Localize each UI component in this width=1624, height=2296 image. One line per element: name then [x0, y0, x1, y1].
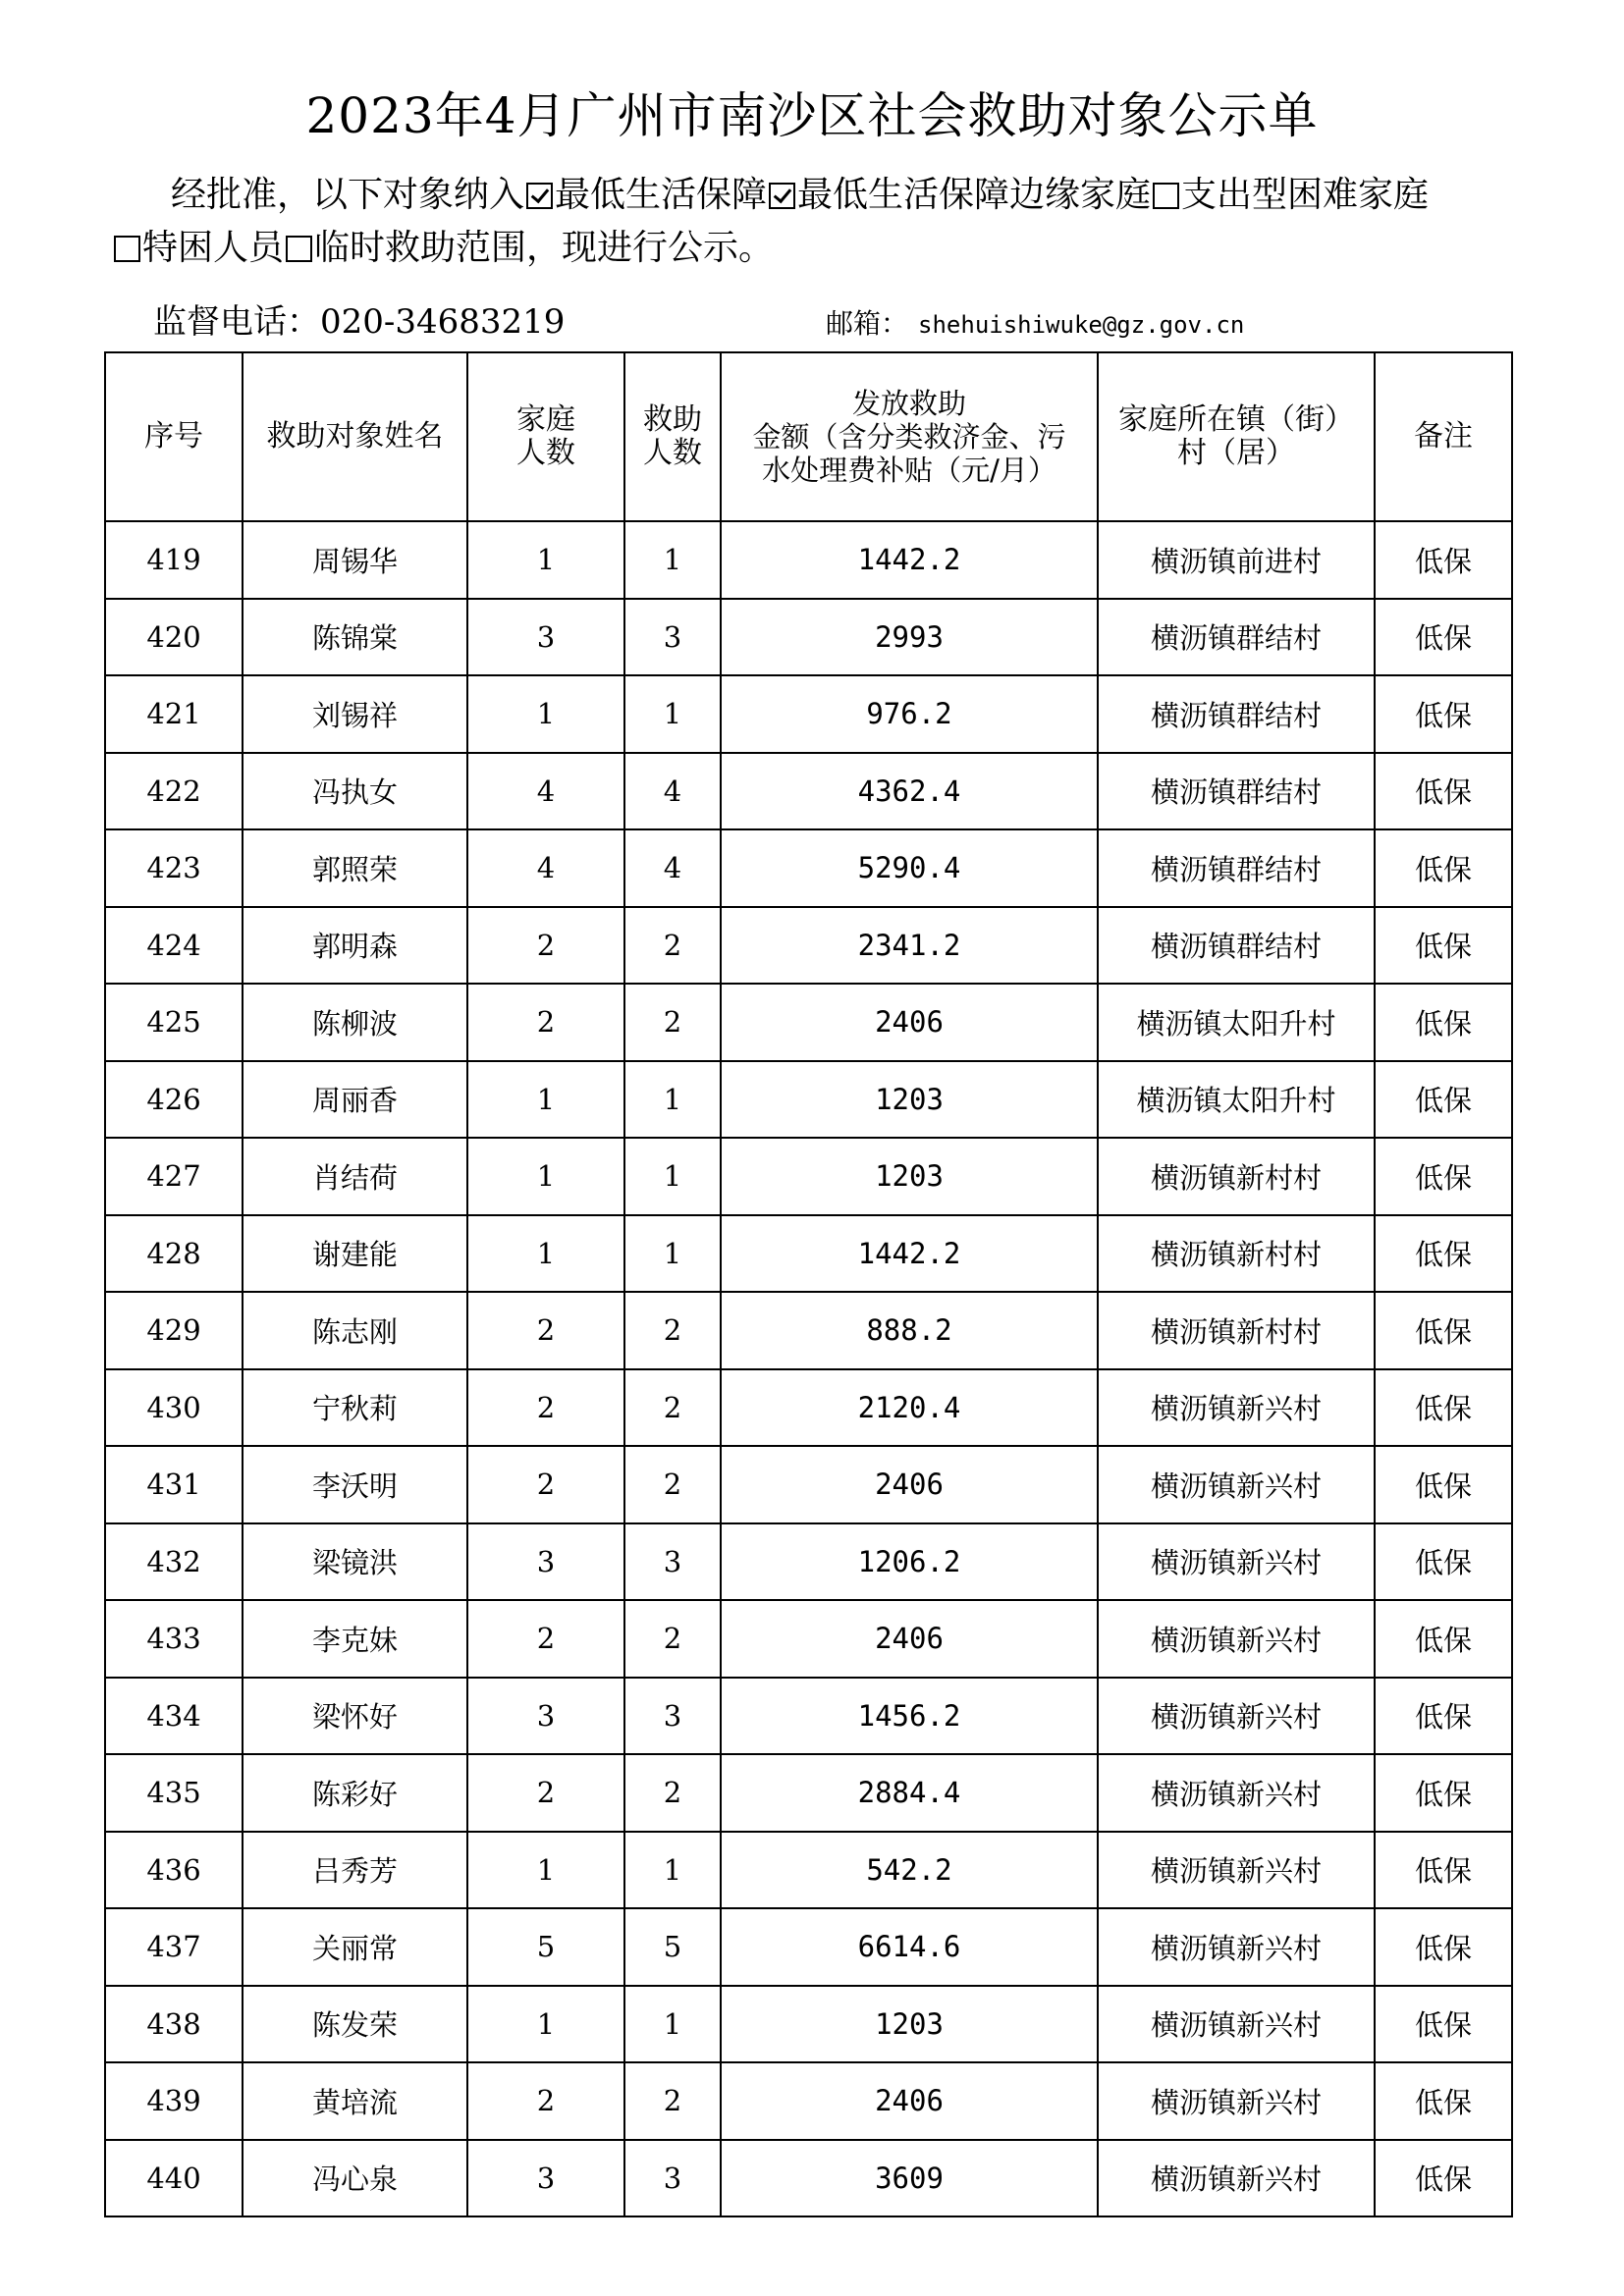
cell-seq: 430 [105, 1369, 243, 1447]
cell-note: 低保 [1375, 675, 1512, 753]
cell-name: 冯心泉 [243, 2140, 467, 2217]
table-row [105, 1369, 1512, 1447]
cell-aid-count: 1 [624, 1138, 721, 1215]
cell-seq: 436 [105, 1832, 243, 1909]
table-row [105, 1138, 1512, 1215]
cell-family-size: 1 [467, 1215, 624, 1293]
cell-family-size: 5 [467, 1908, 624, 1986]
cell-town: 横沥镇新兴村 [1098, 1523, 1375, 1601]
cell-family-size: 1 [467, 521, 624, 599]
header-amount-line-1: 发放救助 [851, 387, 966, 420]
header-amount-line-3: 水处理费补贴（元/月） [762, 454, 1056, 487]
table-row [105, 1754, 1512, 1832]
cell-family-size: 3 [467, 599, 624, 676]
cell-note: 低保 [1375, 1215, 1512, 1293]
cell-note: 低保 [1375, 1678, 1512, 1755]
header-aid-count-line-2: 人数 [643, 436, 702, 470]
cell-note: 低保 [1375, 753, 1512, 830]
cell-note: 低保 [1375, 984, 1512, 1061]
cell-aid-count: 2 [624, 1446, 721, 1523]
table-header-row [105, 352, 1512, 521]
cell-aid-count: 3 [624, 1523, 721, 1601]
cell-aid-count: 2 [624, 1600, 721, 1678]
cell-seq: 420 [105, 599, 243, 676]
header-town-line-2: 村（居） [1177, 436, 1295, 470]
header-family-size-line-2: 人数 [516, 436, 575, 470]
cell-note: 低保 [1375, 1446, 1512, 1523]
contact-line [153, 294, 1528, 344]
table-row [105, 1986, 1512, 2063]
cell-town: 横沥镇群结村 [1098, 675, 1375, 753]
supervision-email [826, 302, 1244, 342]
cell-amount: 1442.2 [721, 1215, 1098, 1293]
cell-name: 郭照荣 [243, 829, 467, 907]
page-title: 2023年4月广州市南沙区社会救助对象公示单 [305, 87, 1319, 144]
cell-note: 低保 [1375, 2140, 1512, 2217]
table-row [105, 2062, 1512, 2140]
option-temporary-aid-label: 临时救助 [314, 228, 457, 268]
cell-family-size: 2 [467, 1600, 624, 1678]
header-aid-count [624, 352, 721, 521]
cell-seq: 433 [105, 1600, 243, 1678]
cell-aid-count: 1 [624, 521, 721, 599]
cell-family-size: 1 [467, 675, 624, 753]
cell-family-size: 2 [467, 1446, 624, 1523]
checkbox-dibao [526, 183, 553, 209]
cell-family-size: 3 [467, 2140, 624, 2217]
cell-name: 陈锦棠 [243, 599, 467, 676]
cell-name: 梁镜洪 [243, 1523, 467, 1601]
cell-family-size: 3 [467, 1523, 624, 1601]
option-dibao-label: 最低生活保障 [555, 175, 768, 215]
header-town [1098, 352, 1375, 521]
cell-note: 低保 [1375, 1292, 1512, 1369]
cell-name: 陈志刚 [243, 1292, 467, 1369]
cell-family-size: 2 [467, 1292, 624, 1369]
cell-name: 谢建能 [243, 1215, 467, 1293]
cell-amount: 542.2 [721, 1832, 1098, 1909]
option-expense-hardship-label: 支出型困难家庭 [1181, 175, 1430, 215]
option-dibao-edge-label: 最低生活保障边缘家庭 [797, 175, 1152, 215]
cell-town: 横沥镇新村村 [1098, 1138, 1375, 1215]
cell-seq: 431 [105, 1446, 243, 1523]
cell-town: 横沥镇新兴村 [1098, 1986, 1375, 2063]
table-row [105, 1523, 1512, 1601]
cell-family-size: 2 [467, 984, 624, 1061]
cell-town: 横沥镇新兴村 [1098, 2062, 1375, 2140]
cell-town: 横沥镇新兴村 [1098, 1832, 1375, 1909]
cell-town: 横沥镇新村村 [1098, 1215, 1375, 1293]
header-seq: 序号 [105, 352, 243, 521]
cell-note: 低保 [1375, 1832, 1512, 1909]
cell-town: 横沥镇新兴村 [1098, 1754, 1375, 1832]
cell-town: 横沥镇新兴村 [1098, 1600, 1375, 1678]
table-row [105, 1292, 1512, 1369]
header-amount [721, 352, 1098, 521]
header-family-size [467, 352, 624, 521]
cell-name: 刘锡祥 [243, 675, 467, 753]
cell-amount: 4362.4 [721, 753, 1098, 830]
cell-aid-count: 1 [624, 1215, 721, 1293]
cell-aid-count: 2 [624, 1292, 721, 1369]
cell-seq: 421 [105, 675, 243, 753]
checkbox-dibao-edge [769, 183, 795, 209]
cell-name: 宁秋莉 [243, 1369, 467, 1447]
cell-name: 陈发荣 [243, 1986, 467, 2063]
cell-town: 横沥镇群结村 [1098, 829, 1375, 907]
email-address: shehuishiwuke@gz.gov.cn [918, 311, 1245, 339]
header-family-size-line-1: 家庭 [516, 402, 575, 437]
cell-name: 陈柳波 [243, 984, 467, 1061]
cell-town: 横沥镇太阳升村 [1098, 1061, 1375, 1139]
intro-line-1 [112, 169, 1516, 222]
checkbox-temporary-aid [286, 236, 312, 262]
header-name: 救助对象姓名 [243, 352, 467, 521]
cell-aid-count: 1 [624, 675, 721, 753]
cell-aid-count: 1 [624, 1832, 721, 1909]
cell-town: 横沥镇新村村 [1098, 1292, 1375, 1369]
cell-name: 黄培流 [243, 2062, 467, 2140]
aid-recipients-table [104, 351, 1513, 2217]
cell-seq: 435 [105, 1754, 243, 1832]
cell-name: 吕秀芳 [243, 1832, 467, 1909]
supervision-phone [153, 294, 565, 343]
cell-town: 横沥镇前进村 [1098, 521, 1375, 599]
header-note: 备注 [1375, 352, 1512, 521]
cell-amount: 1206.2 [721, 1523, 1098, 1601]
cell-note: 低保 [1375, 1908, 1512, 1986]
cell-aid-count: 2 [624, 907, 721, 985]
cell-amount: 976.2 [721, 675, 1098, 753]
table-row [105, 2140, 1512, 2217]
table-row [105, 1678, 1512, 1755]
cell-aid-count: 5 [624, 1908, 721, 1986]
cell-aid-count: 3 [624, 1678, 721, 1755]
cell-town: 横沥镇群结村 [1098, 753, 1375, 830]
cell-aid-count: 2 [624, 2062, 721, 2140]
table-row [105, 521, 1512, 599]
cell-family-size: 1 [467, 1138, 624, 1215]
cell-amount: 2341.2 [721, 907, 1098, 985]
cell-town: 横沥镇群结村 [1098, 907, 1375, 985]
cell-note: 低保 [1375, 1138, 1512, 1215]
phone-number: 020-34683219 [320, 302, 566, 342]
header-aid-count-line-1: 救助 [643, 402, 702, 437]
cell-family-size: 1 [467, 1832, 624, 1909]
cell-town: 横沥镇新兴村 [1098, 1446, 1375, 1523]
cell-amount: 5290.4 [721, 829, 1098, 907]
cell-amount: 1203 [721, 1138, 1098, 1215]
cell-note: 低保 [1375, 1600, 1512, 1678]
cell-seq: 440 [105, 2140, 243, 2217]
cell-family-size: 3 [467, 1678, 624, 1755]
cell-family-size: 4 [467, 753, 624, 830]
cell-aid-count: 4 [624, 753, 721, 830]
cell-note: 低保 [1375, 599, 1512, 676]
cell-aid-count: 3 [624, 599, 721, 676]
table-row [105, 1215, 1512, 1293]
cell-amount: 2406 [721, 1600, 1098, 1678]
cell-amount: 1203 [721, 1061, 1098, 1139]
intro-suffix: 范围，现进行公示。 [456, 228, 775, 268]
table-row [105, 1061, 1512, 1139]
cell-note: 低保 [1375, 1523, 1512, 1601]
cell-town: 横沥镇群结村 [1098, 599, 1375, 676]
cell-seq: 422 [105, 753, 243, 830]
table-row [105, 675, 1512, 753]
cell-seq: 429 [105, 1292, 243, 1369]
cell-amount: 2406 [721, 984, 1098, 1061]
cell-amount: 888.2 [721, 1292, 1098, 1369]
cell-family-size: 2 [467, 2062, 624, 2140]
cell-family-size: 2 [467, 907, 624, 985]
cell-amount: 1456.2 [721, 1678, 1098, 1755]
intro-line-2 [112, 222, 1516, 275]
cell-name: 陈彩好 [243, 1754, 467, 1832]
cell-amount: 2884.4 [721, 1754, 1098, 1832]
table-row [105, 984, 1512, 1061]
cell-note: 低保 [1375, 907, 1512, 985]
cell-amount: 1442.2 [721, 521, 1098, 599]
table-row [105, 753, 1512, 830]
table-row [105, 907, 1512, 985]
cell-family-size: 2 [467, 1754, 624, 1832]
table-row [105, 1908, 1512, 1986]
cell-amount: 2120.4 [721, 1369, 1098, 1447]
table-row [105, 1446, 1512, 1523]
cell-seq: 419 [105, 521, 243, 599]
cell-amount: 3609 [721, 2140, 1098, 2217]
cell-name: 梁怀好 [243, 1678, 467, 1755]
intro-prefix: 经批准，以下对象纳入 [171, 175, 525, 215]
table-row [105, 599, 1512, 676]
option-tekun-label: 特困人员 [142, 228, 285, 268]
cell-town: 横沥镇新兴村 [1098, 1678, 1375, 1755]
cell-family-size: 4 [467, 829, 624, 907]
cell-name: 冯执女 [243, 753, 467, 830]
cell-aid-count: 1 [624, 1986, 721, 2063]
cell-name: 关丽常 [243, 1908, 467, 1986]
checkbox-expense-hardship [1153, 183, 1179, 209]
cell-note: 低保 [1375, 829, 1512, 907]
cell-name: 肖结荷 [243, 1138, 467, 1215]
cell-aid-count: 4 [624, 829, 721, 907]
cell-amount: 2406 [721, 1446, 1098, 1523]
cell-amount: 2406 [721, 2062, 1098, 2140]
cell-name: 郭明森 [243, 907, 467, 985]
cell-seq: 438 [105, 1986, 243, 2063]
cell-name: 周锡华 [243, 521, 467, 599]
table-row [105, 1832, 1512, 1909]
header-amount-line-2: 金额（含分类救济金、污 [752, 420, 1066, 454]
cell-seq: 432 [105, 1523, 243, 1601]
cell-seq: 437 [105, 1908, 243, 1986]
cell-family-size: 2 [467, 1369, 624, 1447]
cell-town: 横沥镇新兴村 [1098, 2140, 1375, 2217]
cell-seq: 426 [105, 1061, 243, 1139]
cell-family-size: 1 [467, 1986, 624, 2063]
cell-name: 周丽香 [243, 1061, 467, 1139]
table-row [105, 829, 1512, 907]
cell-family-size: 1 [467, 1061, 624, 1139]
cell-seq: 427 [105, 1138, 243, 1215]
cell-amount: 2993 [721, 599, 1098, 676]
cell-aid-count: 2 [624, 1754, 721, 1832]
cell-aid-count: 1 [624, 1061, 721, 1139]
checkbox-tekun [114, 236, 140, 262]
cell-name: 李沃明 [243, 1446, 467, 1523]
cell-note: 低保 [1375, 1369, 1512, 1447]
phone-label: 监督电话： [153, 302, 320, 342]
cell-town: 横沥镇太阳升村 [1098, 984, 1375, 1061]
cell-aid-count: 2 [624, 1369, 721, 1447]
email-label: 邮箱： [826, 307, 909, 340]
cell-note: 低保 [1375, 2062, 1512, 2140]
cell-note: 低保 [1375, 1754, 1512, 1832]
cell-seq: 428 [105, 1215, 243, 1293]
cell-town: 横沥镇新兴村 [1098, 1908, 1375, 1986]
cell-name: 李克妹 [243, 1600, 467, 1678]
cell-seq: 439 [105, 2062, 243, 2140]
cell-aid-count: 3 [624, 2140, 721, 2217]
cell-aid-count: 2 [624, 984, 721, 1061]
cell-seq: 424 [105, 907, 243, 985]
intro-paragraph [112, 169, 1516, 275]
cell-amount: 1203 [721, 1986, 1098, 2063]
cell-amount: 6614.6 [721, 1908, 1098, 1986]
cell-note: 低保 [1375, 521, 1512, 599]
cell-seq: 423 [105, 829, 243, 907]
table-row [105, 1600, 1512, 1678]
cell-town: 横沥镇新兴村 [1098, 1369, 1375, 1447]
cell-seq: 434 [105, 1678, 243, 1755]
cell-seq: 425 [105, 984, 243, 1061]
cell-note: 低保 [1375, 1061, 1512, 1139]
cell-note: 低保 [1375, 1986, 1512, 2063]
header-town-line-1: 家庭所在镇（街） [1118, 402, 1354, 437]
